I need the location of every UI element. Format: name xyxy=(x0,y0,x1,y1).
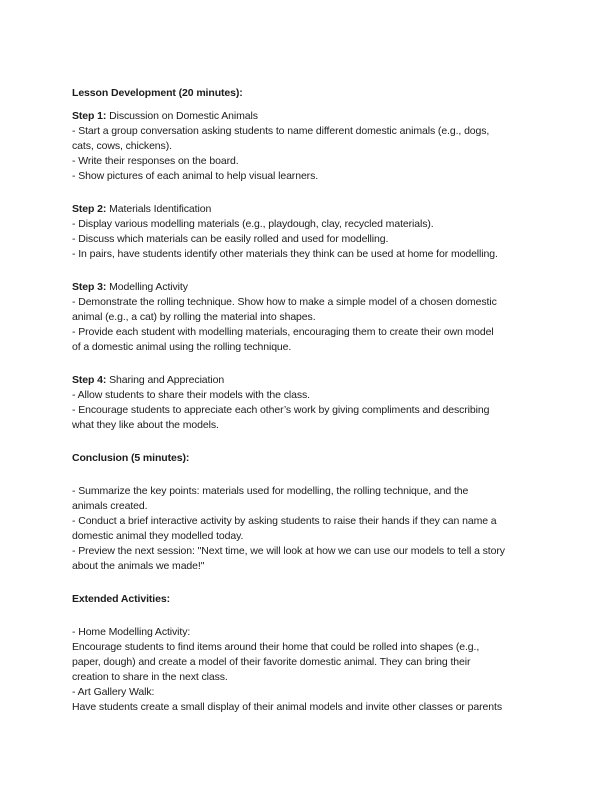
text-line: - Display various modelling materials (e.g., playdough, clay, recycled materials). xyxy=(72,218,434,230)
step-4-block xyxy=(72,373,540,433)
step-2-label: Step 2: xyxy=(72,203,107,215)
text-line: paper, dough) and create a model of their favorite domestic animal. They can bring their xyxy=(72,656,471,668)
step-2-block xyxy=(72,202,540,262)
step-1-title-line xyxy=(72,109,540,124)
step-3-block xyxy=(72,280,540,355)
text-line: domestic animal they modelled today. xyxy=(72,530,244,542)
text-line: - Show pictures of each animal to help visual learners. xyxy=(72,170,319,182)
text-line: - Write their responses on the board. xyxy=(72,155,239,167)
text-line: - Start a group conversation asking students to name different domestic animals (e.g., dogs, xyxy=(72,125,490,137)
text-line: about the animals we made!" xyxy=(72,560,205,572)
conclusion-block xyxy=(72,484,540,574)
step-3-title-line xyxy=(72,280,540,295)
step-1-label: Step 1: xyxy=(72,110,107,122)
text-line: - Summarize the key points: materials used for modelling, the rolling technique, and the xyxy=(72,485,469,497)
step-4-title-line xyxy=(72,373,540,388)
text-line: creation to share in the next class. xyxy=(72,671,228,683)
section-heading-conclusion: Conclusion (5 minutes): xyxy=(72,452,190,464)
step-2-title: Materials Identification xyxy=(106,203,212,215)
text-line: - Conduct a brief interactive activity by asking students to raise their hands if they can name a xyxy=(72,515,497,527)
text-line: - Allow students to share their models with the class. xyxy=(72,389,310,401)
extended-activities-block xyxy=(72,625,540,715)
text-line: animal (e.g., a cat) by rolling the material into shapes. xyxy=(72,311,316,323)
text-line: Have students create a small display of their animal models and invite other classes or parents xyxy=(72,701,502,713)
text-line: Encourage students to find items around their home that could be rolled into shapes (e.g., xyxy=(72,641,480,653)
text-line: cats, cows, chickens). xyxy=(72,140,172,152)
text-line: animals created. xyxy=(72,500,148,512)
step-3-title: Modelling Activity xyxy=(106,281,188,293)
step-4-label: Step 4: xyxy=(72,374,107,386)
text-line: - Home Modelling Activity: xyxy=(72,626,191,638)
text-line: - Encourage students to appreciate each other’s work by giving compliments and describing xyxy=(72,404,490,416)
text-line: - Provide each student with modelling materials, encouraging them to create their own model xyxy=(72,326,494,338)
text-line: - Discuss which materials can be easily rolled and used for modelling. xyxy=(72,233,389,245)
step-4-title: Sharing and Appreciation xyxy=(106,374,225,386)
step-2-title-line xyxy=(72,202,540,217)
step-1-block xyxy=(72,109,540,184)
text-line: - Preview the next session: "Next time, we will look at how we can use our models to tell a story xyxy=(72,545,505,557)
section-heading-lesson-development: Lesson Development (20 minutes): xyxy=(72,87,243,99)
step-1-title: Discussion on Domestic Animals xyxy=(106,110,258,122)
text-line: - Demonstrate the rolling technique. Show how to make a simple model of a chosen domestic xyxy=(72,296,497,308)
section-heading-extended-activities: Extended Activities: xyxy=(72,593,170,605)
step-3-label: Step 3: xyxy=(72,281,107,293)
text-line: - In pairs, have students identify other materials they think can be used at home for modelling. xyxy=(72,248,498,260)
text-line: - Art Gallery Walk: xyxy=(72,686,155,698)
text-line: of a domestic animal using the rolling technique. xyxy=(72,341,292,353)
text-line: what they like about the models. xyxy=(72,419,219,431)
